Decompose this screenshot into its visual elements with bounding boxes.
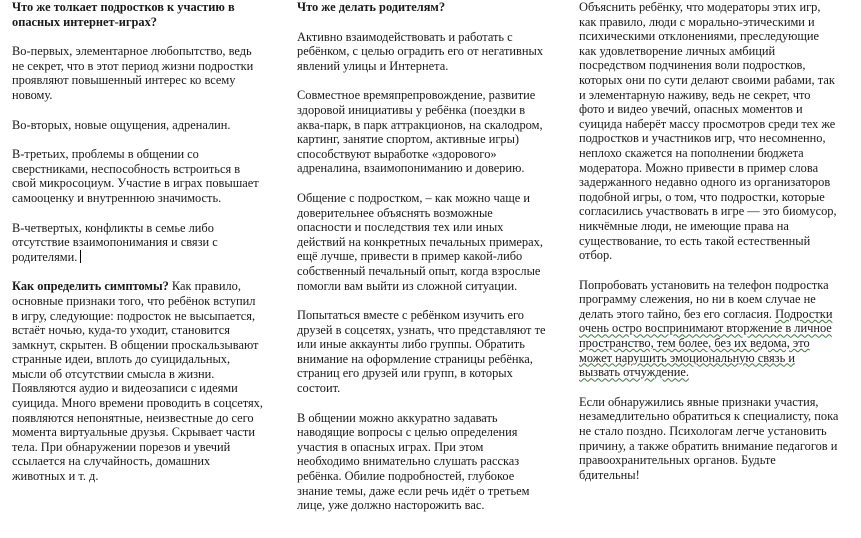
paragraph-joint-time: Совместное времяпрепровождение, развитие здоровой инициативы у ребёнка (поездки в аква-парк, в парк аттракционов, на скалодром, картинг, занятие спортом, активные игры) способствуют выработке «здорового» адреналина, взаимопониманию и доверию. — [297, 88, 543, 176]
symptoms-text: Как правило, основные признаки того, что ребёнок вступил в игру, следующие: подросток не высыпается, встаёт ночью, куда-то уходит, становится замкнут, скрытен. В общении проскальзывают странные идеи, вплоть до суицидальных, мысли об отсутствии смысла в жизни. Появляются аудио и видеозаписи с идеями суицида. Много времени проводить в соцсетях, появляются непонятные, неизвестные до сего момента виртуальные друзья. Скрывает части тела. При обнаружении порезов и увечий ссылается на случайность, домашних животных и т. д. — [12, 279, 263, 484]
tracking-app-grammar-flagged: Подростки очень остро воспринимают вторжение в личное пространство, тем более, без их ведома, это может нарушить эмоциональную связь и вызвать отчуждение. — [579, 306, 833, 380]
paragraph-symptoms — [12, 279, 264, 483]
paragraph-leading-questions: В общении можно аккуратно задавать наводящие вопросы с целью определения участия в опасных играх. При этом необходимо внимательно слушать рассказ ребёнка. Обилие подробностей, глубокое знание темы, даже если речь идёт о третьем лице, уже должно насторожить вас. — [297, 410, 530, 513]
paragraph-firstly: Во-первых, элементарное любопытство, ведь не секрет, что в этот период жизни подростки проявляют повышенный интерес ко всему новому. — [12, 44, 254, 102]
paragraph-secondly: Во-вторых, новые ощущения, адреналин. — [12, 117, 231, 132]
paragraph-specialist: Если обнаружились явные признаки участия, незамедлительно обратиться к специалисту, пока не стало поздно. Психологам легче установить причину, а также обратить внимание педагогов и правоохранительных органов. Будьте бдительны! — [579, 394, 839, 482]
heading-what-pushes-teens: Что же толкает подростков к участию в опасных интернет-играх? — [12, 0, 235, 29]
paragraph-tracking-app — [579, 278, 839, 380]
paragraph-thirdly: В-третьих, проблемы в общении со сверстниками, неспособность встроиться в свой микросоциум. Участие в играх повышает самооценку и внутреннюю значимость. — [12, 147, 259, 205]
paragraph-communication: Общение с подростком, – как можно чаще и доверительнее объяснять возможные опасности и последствия тех или иных действий на конкретных печальных примерах, ещё лучше, привести в пример какой-либо собственный печальный опыт, когда взрослые помогли вам выйти из сложной ситуации. — [297, 190, 543, 293]
paragraph-fourthly — [12, 221, 264, 265]
column-3 — [579, 0, 839, 497]
paragraph-fourthly-text: В-четвертых, конфликты в семье либо отсутствие взаимопонимания и связи с родителями. — [12, 220, 218, 264]
text-cursor — [80, 250, 81, 263]
paragraph-interact: Активно взаимодействовать и работать с ребёнком, с целью оградить его от негативных явлений улицы и Интернета. — [297, 29, 544, 73]
heading-what-parents-do: Что же делать родителям? — [297, 0, 446, 14]
symptoms-heading: Как определить симптомы? — [12, 279, 169, 294]
column-1 — [12, 0, 264, 499]
paragraph-social-networks: Попытаться вместе с ребёнком изучить его друзей в соцсетях, узнать, что представляют те или иные аккаунты либо группы. Обратить внимание на оформление страницы ребёнка, страниц его друзей или групп, в которых состоит. — [297, 308, 546, 396]
tracking-app-text: Попробовать установить на телефон подростка программу слежения, но ни в коем случае не делать этого тайно, без его согласия. — [579, 277, 829, 321]
paragraph-moderators: Объяснить ребёнку, что модераторы этих игр, как правило, люди с морально-этическими и психическими отклонениями, преследующие как удовлетворение личных амбиций посредством подчинения воли подростков, которых они по сути делают своими рабами, так и элементарную наживу, ведь не секрет, что фото и видео увечий, опасных моментов и суицида наберёт массу просмотров среди тех же подростков и участников игр, что несомненно, неплохо скажется на пополнении бюджета модератора. Можно привести в пример слова задержанного недавно одного из организаторов подобной игры, о том, что подростки, которые согласились участвовать в игре — это биомусор, никчёмные люди, не имеющие права на существование, то есть такой естественный отбор. — [579, 0, 837, 263]
column-2 — [297, 0, 549, 528]
